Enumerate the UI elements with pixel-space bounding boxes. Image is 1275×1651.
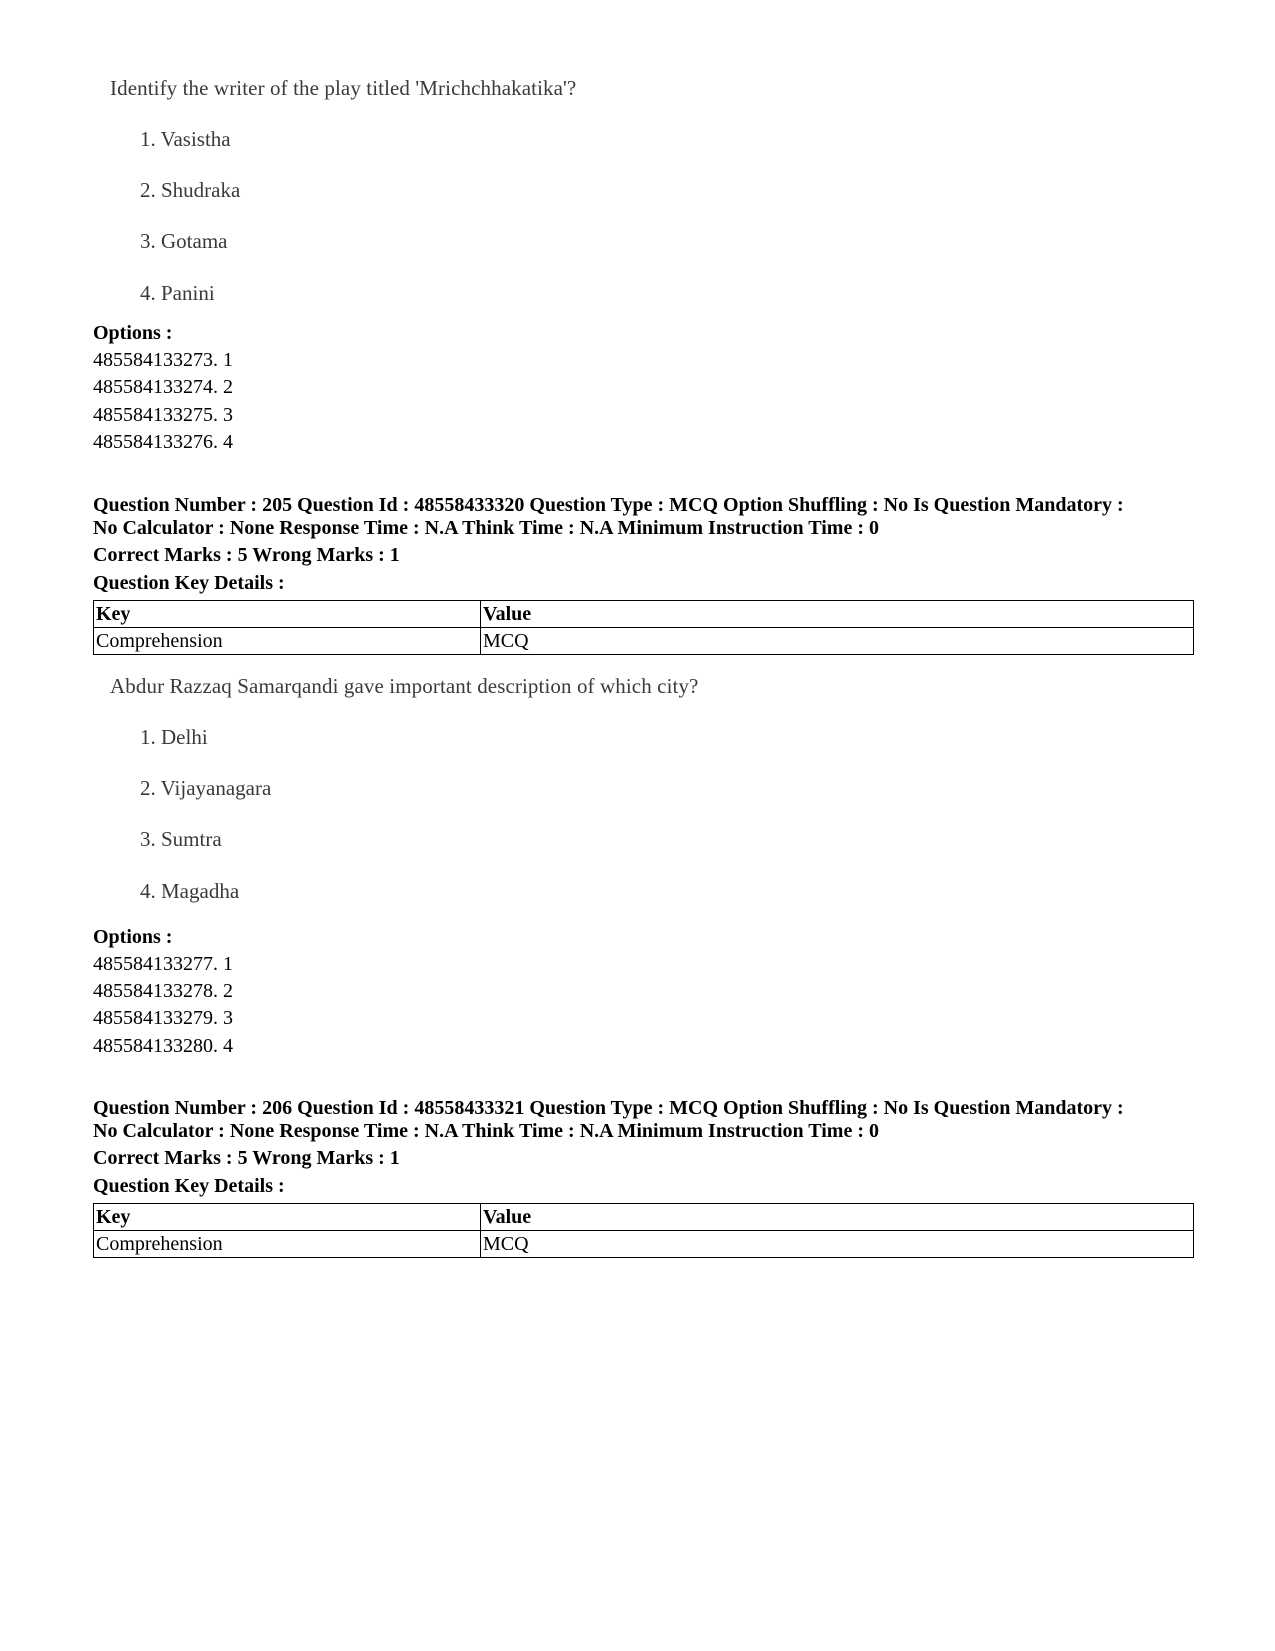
question-meta-line-2: No Calculator : None Response Time : N.A Think Time : N.A Minimum Instruction Time : 0 xyxy=(93,1120,879,1142)
table-cell-key: Comprehension xyxy=(94,628,481,655)
question-stem: Abdur Razzaq Samarqandi gave important description of which city? xyxy=(110,674,699,698)
table-header-row xyxy=(94,601,1194,628)
options-heading: Options : xyxy=(93,322,173,344)
table-cell-value: MCQ xyxy=(481,1231,1194,1258)
question-key-table xyxy=(93,600,1194,655)
option-id-line: 485584133277. 1 xyxy=(93,953,233,975)
table-cell-value: MCQ xyxy=(481,628,1194,655)
table-row xyxy=(94,628,1194,655)
answer-choice-2: 2. Shudraka xyxy=(140,178,241,202)
table-row xyxy=(94,1231,1194,1258)
option-id-line: 485584133279. 3 xyxy=(93,1007,233,1029)
key-details-heading: Question Key Details : xyxy=(93,572,285,594)
question-meta-line-2: No Calculator : None Response Time : N.A Think Time : N.A Minimum Instruction Time : 0 xyxy=(93,517,879,539)
option-id-line: 485584133275. 3 xyxy=(93,404,233,426)
table-header-row xyxy=(94,1204,1194,1231)
answer-choice-4: 4. Panini xyxy=(140,281,215,305)
question-meta-line-1: Question Number : 205 Question Id : 48558433320 Question Type : MCQ Option Shuffling : No Is Question Mandatory : xyxy=(93,494,1124,516)
table-header-key: Key xyxy=(94,601,481,628)
answer-choice-2: 2. Vijayanagara xyxy=(140,776,272,800)
marks-line: Correct Marks : 5 Wrong Marks : 1 xyxy=(93,544,400,566)
marks-line: Correct Marks : 5 Wrong Marks : 1 xyxy=(93,1147,400,1169)
option-id-line: 485584133280. 4 xyxy=(93,1035,233,1057)
answer-choice-1: 1. Delhi xyxy=(140,725,208,749)
table-header-value: Value xyxy=(481,1204,1194,1231)
option-id-line: 485584133273. 1 xyxy=(93,349,233,371)
option-id-line: 485584133276. 4 xyxy=(93,431,233,453)
option-id-line: 485584133274. 2 xyxy=(93,376,233,398)
answer-choice-3: 3. Gotama xyxy=(140,229,228,253)
answer-choice-3: 3. Sumtra xyxy=(140,827,222,851)
table-header-key: Key xyxy=(94,1204,481,1231)
table-cell-key: Comprehension xyxy=(94,1231,481,1258)
option-id-line: 485584133278. 2 xyxy=(93,980,233,1002)
question-stem: Identify the writer of the play titled 'Mrichchhakatika'? xyxy=(110,76,577,100)
question-key-table xyxy=(93,1203,1194,1258)
options-heading: Options : xyxy=(93,926,173,948)
table-header-value: Value xyxy=(481,601,1194,628)
question-meta-line-1: Question Number : 206 Question Id : 48558433321 Question Type : MCQ Option Shuffling : No Is Question Mandatory : xyxy=(93,1097,1124,1119)
key-details-heading: Question Key Details : xyxy=(93,1175,285,1197)
answer-choice-1: 1. Vasistha xyxy=(140,127,231,151)
answer-choice-4: 4. Magadha xyxy=(140,879,240,903)
